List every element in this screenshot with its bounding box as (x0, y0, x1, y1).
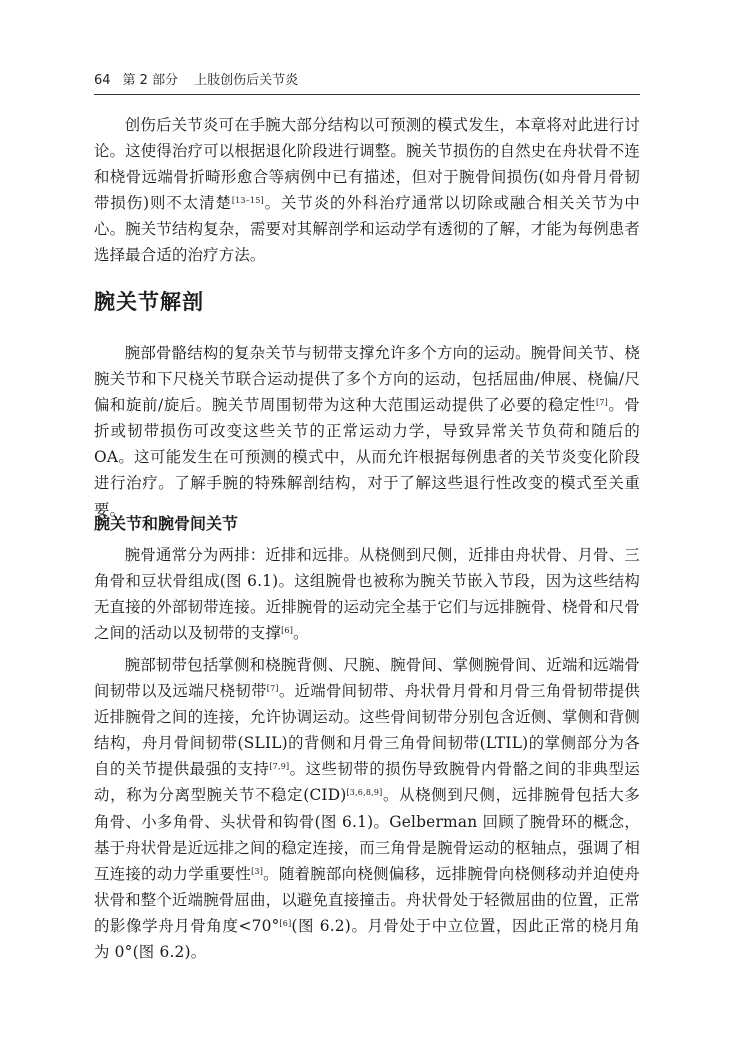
anatomy-text-1: 腕部骨骼结构的复杂关节与韧带支撑允许多个方向的运动。腕骨间关节、桡腕关节和下尺桡关节联合运动提供了多个方向的运动，包括屈曲/伸展、桡偏/尺偏和旋前/旋后。腕关节周围韧带为这种大范围运动提供了必要的稳定性 (94, 344, 640, 415)
running-header (94, 70, 640, 92)
citation: [7,9] (269, 762, 290, 772)
carpal2-text-4: 。从桡侧到尺侧，远排腕骨包括大多角骨、小多角骨、头状骨和钩骨(图 6.1)。Gelberman 回顾了腕骨环的概念，基于舟状骨是近远排之间的稳定连接，而三角骨是腕骨运动的枢轴点，强调了相互连接的动力学重要性 (94, 786, 641, 883)
subsection-heading: 腕关节和腕骨间关节 (94, 514, 239, 533)
citation: [13–15] (231, 196, 264, 206)
citation: [3] (251, 866, 264, 876)
intro-text-2: 。关节炎的外科治疗通常以切除或融合相关关节为中心。腕关节结构复杂，需要对其解剖学和运动学有透彻的了解，才能为每例患者选择最合适的治疗方法。 (94, 194, 640, 265)
header-section: 第 2 部分 (122, 73, 179, 88)
citation: [6] (281, 626, 294, 636)
carpal2-text-1: 腕部韧带包括掌侧和桡腕背侧、尺腕、腕骨间、掌侧腕骨间、近端和远端骨间韧带以及远端尺桡韧带 (94, 656, 640, 701)
citation: [6] (279, 918, 292, 928)
citation: [7] (266, 684, 279, 694)
header-chapter: 上肢创伤后关节炎 (194, 73, 299, 88)
citation: [7] (596, 398, 608, 408)
page-number: 64 (94, 73, 111, 88)
carpal-paragraph-2 (94, 652, 640, 965)
anatomy-paragraph (94, 340, 640, 523)
carpal2-text-2: 。近端骨间韧带、舟状骨月骨和月骨三角骨韧带提供近排腕骨之间的连接，允许协调运动。这些骨间韧带分别包含近侧、掌侧和背侧结构，舟月骨间韧带(SLIL)的背侧和月骨三角骨间韧带(LTIL)的掌侧部分为各自的关节提供最强的支持 (94, 682, 640, 779)
carpal1-text-2: 。 (293, 624, 309, 643)
header-rule (94, 94, 640, 95)
carpal1-text-1: 腕骨通常分为两排：近排和远排。从桡侧到尺侧，近排由舟状骨、月骨、三角骨和豆状骨组成(图 6.1)。这组腕骨也被称为腕关节嵌入节段，因为这些结构无直接的外部韧带连接。近排腕骨的运动完全基于它们与远排腕骨、桡骨和尺骨之间的活动以及韧带的支撑 (94, 546, 640, 643)
carpal2-text-3: 。这些韧带的损伤导致腕骨内骨骼之间的非典型运动，称为分离型腕关节不稳定(CID) (94, 760, 640, 805)
carpal-paragraph-1 (94, 542, 640, 646)
anatomy-text-2: 。骨折或韧带损伤可改变这些关节的正常运动力学，导致异常关节负荷和随后的 OA。这可能发生在可预测的模式中，从而允许根据每例患者的关节炎变化阶段进行治疗。了解手腕的特殊解剖结构，对于了解这些退行性改变的模式至关重要。 (94, 396, 640, 519)
carpal2-text-6: (图 6.2)。月骨处于中立位置，因此正常的桡月角为 0°(图 6.2)。 (94, 916, 640, 962)
citation: [3,6,8,9] (346, 788, 383, 798)
section-heading: 腕关节解剖 (94, 289, 204, 314)
intro-paragraph (94, 112, 640, 269)
carpal2-text-5: 。随着腕部向桡侧偏移，远排腕骨向桡侧移动并迫使舟状骨和整个近端腕骨屈曲，以避免直接撞击。舟状骨处于轻微屈曲的位置，正常的影像学舟月骨角度<70° (94, 864, 640, 935)
intro-text-1: 创伤后关节炎可在手腕大部分结构以可预测的模式发生，本章将对此进行讨论。这使得治疗可以根据退化阶段进行调整。腕关节损伤的自然史在舟状骨不连和桡骨远端骨折畸形愈合等病例中已有描述，但对于腕骨间损伤(如舟骨月骨韧带损伤)则不太清楚 (94, 116, 640, 213)
